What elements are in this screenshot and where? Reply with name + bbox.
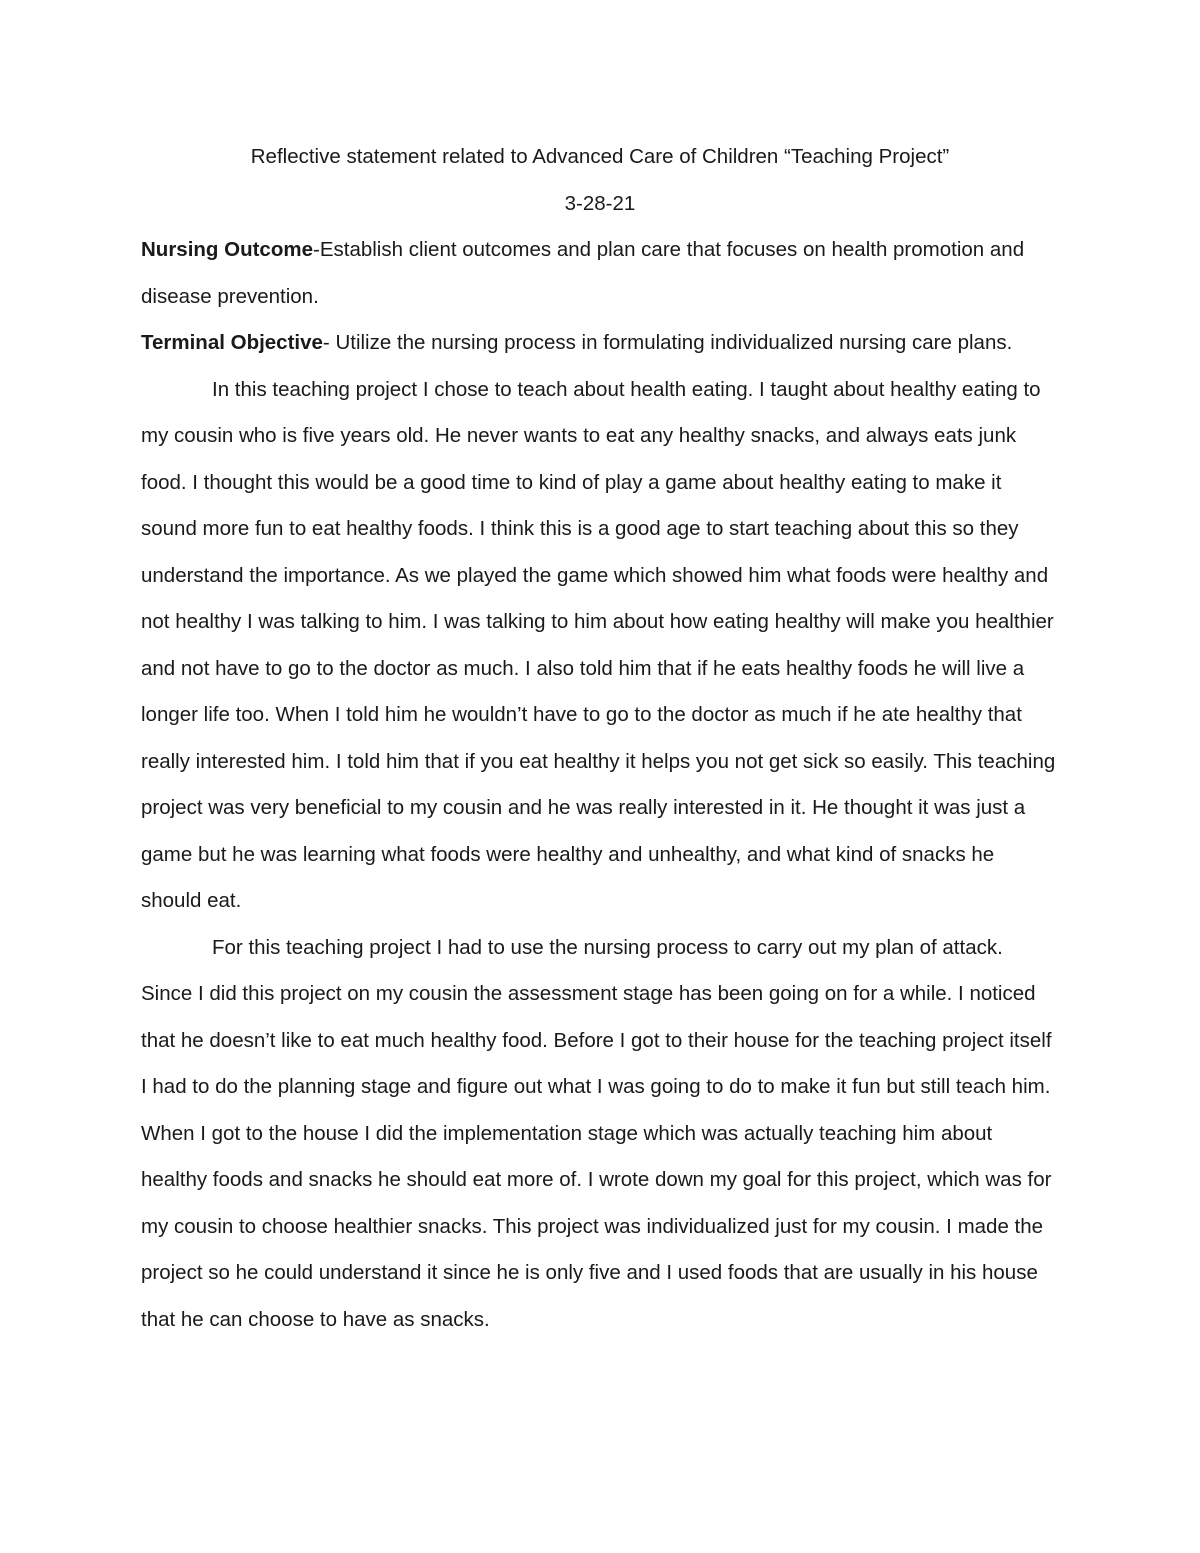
nursing-outcome-text: -Establish client outcomes and plan care that focuses on health promotion and disease prevention. — [141, 238, 1025, 308]
document-date: 3-28-21 — [564, 191, 636, 215]
body-paragraph-1: In this teaching project I chose to teach about health eating. I taught about healthy eating to my cousin who is five years old. He never wants to eat any healthy snacks, and always eats junk food. I thought this would be a good time to kind of play a game about healthy eating to make it sound more fun to eat healthy foods. I think this is a good age to start teaching about this so they understand the importance. As we played the game which showed him what foods were healthy and not healthy I was talking to him. I was talking to him about how eating healthy will make you healthier and not have to go to the doctor as much. I also told him that if he eats healthy foods he will live a longer life too. When I told him he wouldn’t have to go to the doctor as much if he ate healthy that really interested him. I told him that if you eat healthy it helps you not get sick so easily. This teaching project was very beneficial to my cousin and he was really interested in it. He thought it was just a game but he was learning what foods were healthy and unhealthy, and what kind of snacks he should eat. — [141, 377, 1056, 912]
document-title: Reflective statement related to Advanced Care of Children “Teaching Project” — [250, 145, 950, 168]
document-body — [141, 134, 1059, 1343]
nursing-outcome-label: Nursing Outcome — [141, 238, 313, 261]
terminal-objective-text: - Utilize the nursing process in formulating individualized nursing care plans. — [322, 331, 1013, 354]
terminal-objective-label: Terminal Objective — [141, 331, 323, 354]
terminal-objective — [141, 320, 1059, 367]
nursing-outcome — [141, 227, 1059, 320]
body-paragraph-2: For this teaching project I had to use the nursing process to carry out my plan of attack. Since I did this project on my cousin the assessment stage has been going on for a while. I noticed that he doesn’t like to eat much healthy food. Before I got to their house for the teaching project itself I had to do the planning stage and figure out what I was going to do to make it fun but still teach him. When I got to the house I did the implementation stage which was actually teaching him about healthy foods and snacks he should eat more of. I wrote down my goal for this project, which was for my cousin to choose healthier snacks. This project was individualized just for my cousin. I made the project so he could understand it since he is only five and I used foods that are usually in his house that he can choose to have as snacks. — [141, 935, 1052, 1331]
